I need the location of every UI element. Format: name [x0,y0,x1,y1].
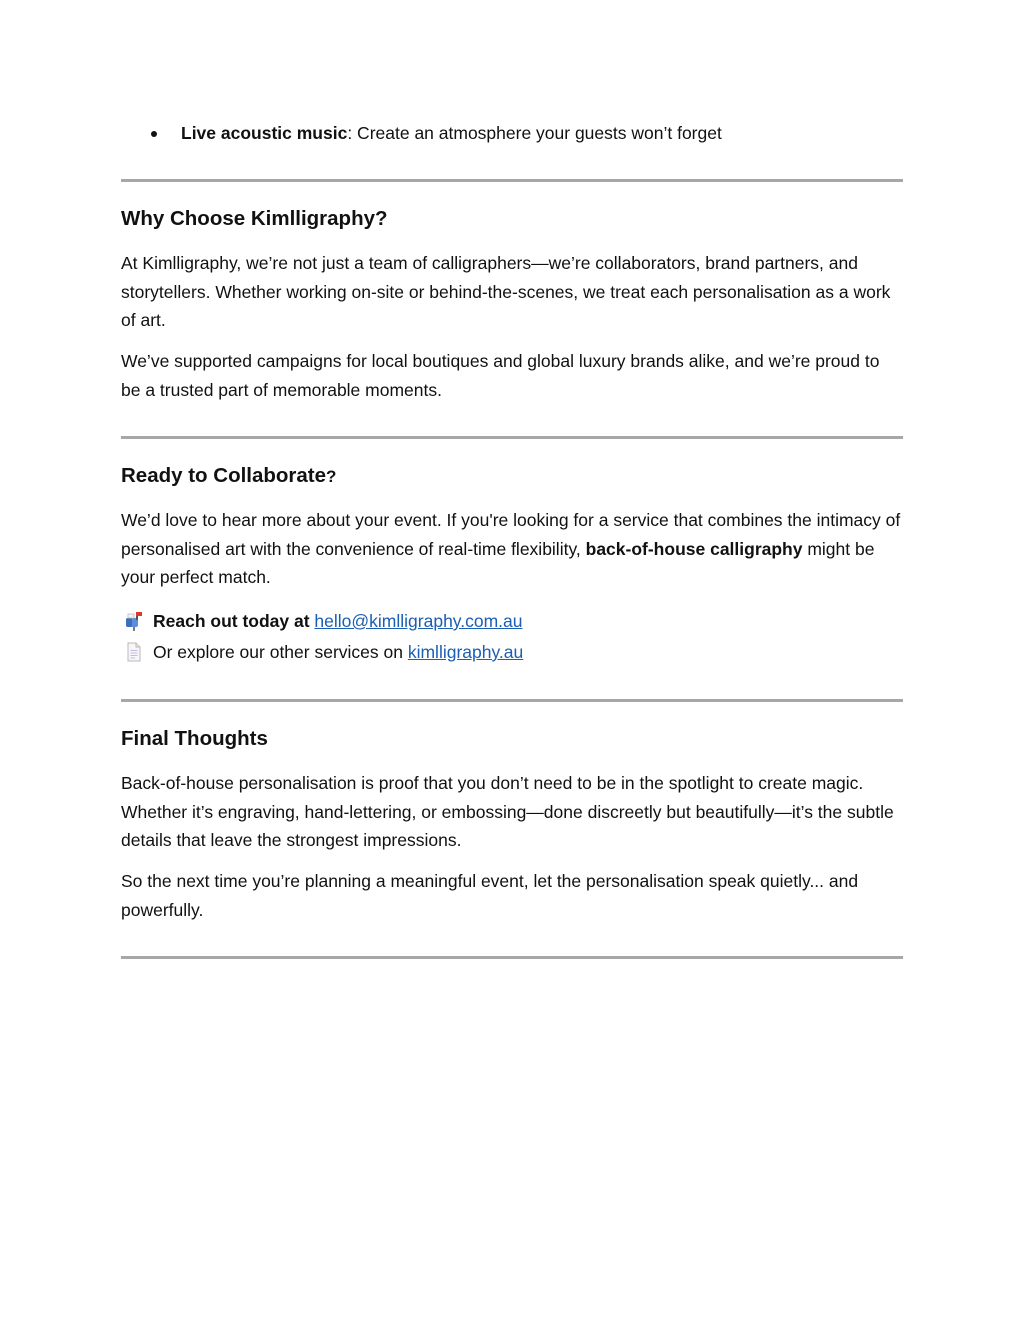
divider [121,179,903,182]
section-heading-ready [121,462,336,491]
why-paragraph-2: We’ve supported campaigns for local boutiques and global luxury brands alike, and we’re proud to be a trusted part of memorable moments. [121,351,880,400]
ready-paragraph-bold: back-of-house calligraphy [585,538,803,559]
divider [121,699,903,702]
bullet-icon [151,131,157,137]
document-icon [124,642,144,662]
final-paragraph-1: Back-of-house personalisation is proof that you don’t need to be in the spotlight to create magic. Whether it’s engraving, hand-lettering, or embossing—done discreetly but beautifully—it’s the subtle details that leave the strongest impressions. [121,773,894,850]
list-item-rest: : Create an atmosphere your guests won’t forget [347,123,722,143]
email-link[interactable]: hello@kimlligraphy.com.au [314,611,523,631]
ready-paragraph [121,506,903,592]
ready-paragraph-start: We’d love to hear more about your event. If you're looking for a service that combines the intimacy of personalised art with the convenience of real-time flexibility, [121,510,901,559]
section-heading-final: Final Thoughts [121,727,268,750]
divider [121,956,903,959]
divider [121,436,903,439]
list-item-text [181,121,722,145]
contact-label: Reach out today at [153,611,315,631]
website-link[interactable]: kimlligraphy.au [407,642,524,662]
explore-label: Or explore our other services on [153,642,408,662]
contact-email-text [153,609,523,633]
ready-paragraph-end: might be your perfect match. [121,538,875,587]
list-item-bold: Live acoustic music [181,123,348,143]
final-paragraph-2: So the next time you’re planning a meaningful event, let the personalisation speak quietly... and powerfully. [121,871,859,920]
explore-services-text [153,640,523,664]
ready-heading-mark: ? [326,467,337,486]
why-paragraph-1: At Kimlligraphy, we’re not just a team of calligraphers—we’re collaborators, brand partners, and storytellers. Whether working on-site or behind-the-scenes, we treat each personalisation as a work of art. [121,253,891,330]
mailbox-icon [124,611,144,631]
ready-heading-text: Ready to Collaborate [121,464,327,487]
section-heading-why: Why Choose Kimlligraphy? [121,207,388,230]
